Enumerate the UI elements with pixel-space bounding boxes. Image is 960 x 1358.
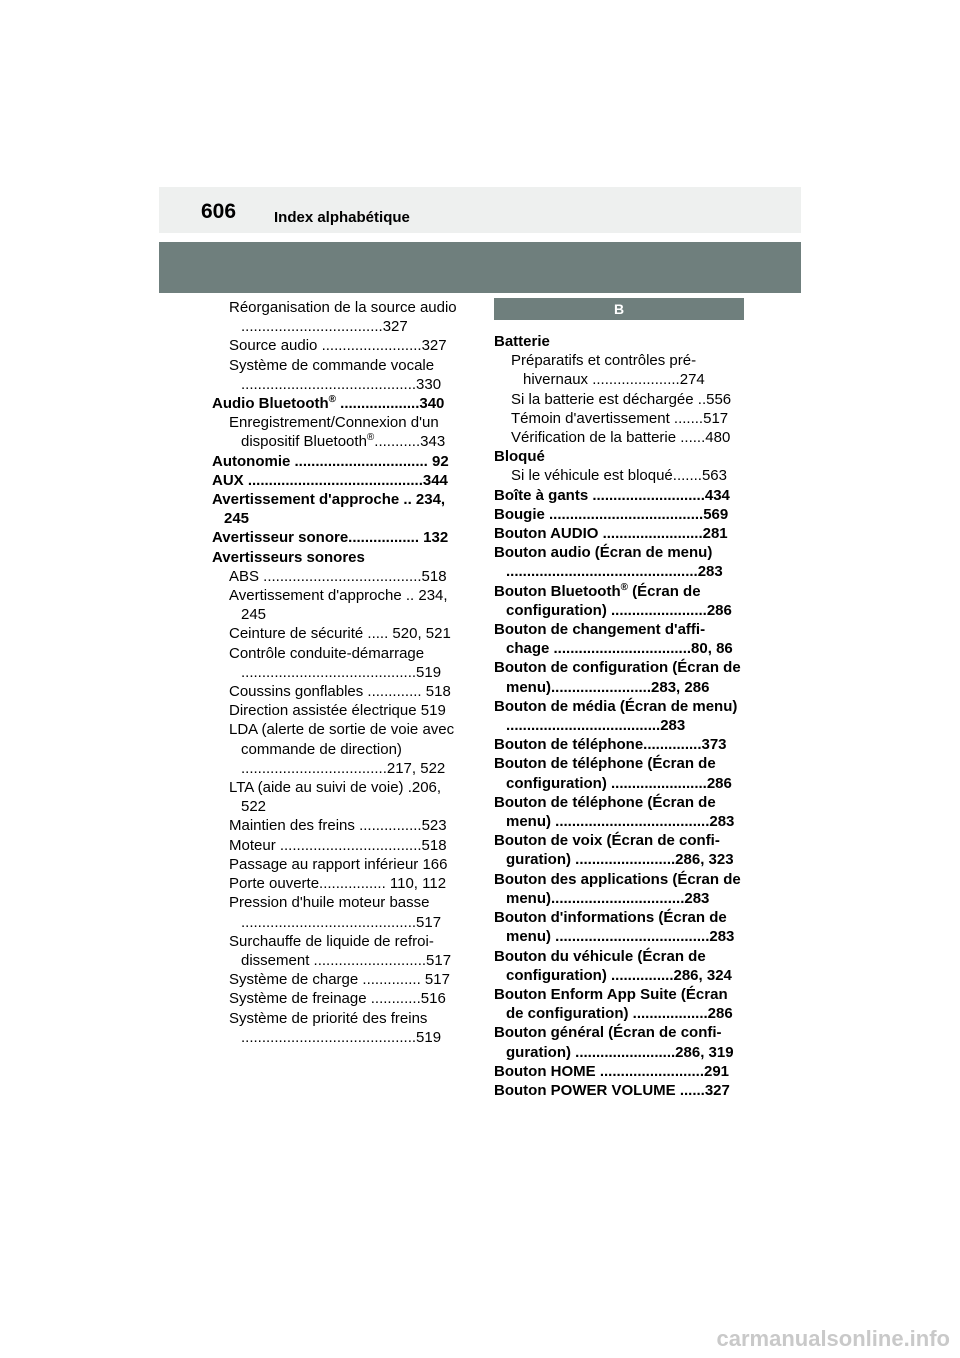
index-entry: Avertissement d'approche .. 234, 245: [212, 491, 446, 528]
index-entry: Système de commande vocale ..........................................330: [229, 356, 442, 393]
index-entry: Bouton de téléphone (Écran de configuration) .......................286: [494, 755, 732, 792]
index-entry: Pression d'huile moteur basse ..........................................517: [229, 894, 442, 931]
index-entry: Bouton audio (Écran de menu) ..............................................283: [494, 544, 723, 581]
index-entry: Contrôle conduite-démarrage ..........................................519: [229, 644, 442, 681]
index-entry: Moteur ..................................518: [229, 836, 447, 854]
index-entry: Enregistrement/Connexion d'un dispositif Bluetooth®...........343: [229, 414, 446, 451]
index-entry: Bouton Enform App Suite (Écran de configuration) ..................286: [494, 985, 733, 1023]
index-entry: Bouton de voix (Écran de confi-guration) ........................286, 323: [494, 832, 734, 869]
index-entry: Bouton Bluetooth® (Écran de configuration) .......................286: [494, 581, 732, 619]
index-entry: Direction assistée électrique 519: [229, 702, 446, 720]
index-entry: Maintien des freins ...............523: [229, 817, 447, 835]
index-entry: Si la batterie est déchargée ..556: [511, 390, 732, 408]
index-entry: Vérification de la batterie ......480: [511, 429, 731, 447]
index-entry: Bouton général (Écran de confi-guration) ........................286, 319: [494, 1024, 734, 1061]
index-entry: Réorganisation de la source audio ..................................327: [229, 299, 457, 336]
index-entry: Bloqué: [494, 448, 545, 466]
index-entry: AUX ..........................................344: [212, 471, 448, 489]
page-number: 606: [201, 200, 237, 223]
index-entry: Audio Bluetooth® ...................340: [212, 394, 445, 413]
index-entry: Porte ouverte................ 110, 112: [229, 875, 447, 893]
index-entry: Si le véhicule est bloqué.......563: [511, 467, 727, 485]
index-entries-b: [494, 332, 744, 1100]
index-entry: Bouton d'informations (Écran de menu) .....................................283: [494, 909, 735, 946]
index-entry: Coussins gonflables ............. 518: [229, 683, 451, 701]
index-entry: LTA (aide au suivi de voie) .206, 522: [229, 779, 442, 816]
index-entry: Bouton du véhicule (Écran de configuration) ...............286, 324: [494, 947, 732, 984]
index-entry: Bougie .....................................569: [494, 505, 729, 523]
index-entry: Bouton des applications (Écran de menu)................................283: [494, 870, 741, 907]
index-entry: Système de freinage ............516: [229, 990, 446, 1008]
index-entry: Préparatifs et contrôles pré-hivernaux .....................274: [511, 352, 705, 389]
index-entry: Bouton de téléphone (Écran de menu) .....................................283: [494, 793, 735, 831]
index-entry: Témoin d'avertissement .......517: [511, 409, 729, 427]
index-entry: Ceinture de sécurité ..... 520, 521: [229, 625, 451, 643]
page-title: Index alphabétique: [274, 209, 410, 226]
index-column-left: [212, 298, 462, 1047]
index-entry: Bouton AUDIO ........................281: [494, 525, 728, 543]
index-entry: Surchauffe de liquide de refroi-dissement ...........................517: [229, 932, 452, 969]
registered-mark: ®: [366, 432, 375, 444]
index-entry: Bouton POWER VOLUME ......327: [494, 1081, 730, 1099]
page-header-bar: [159, 187, 801, 233]
watermark: carmanualsonline.info: [716, 1326, 950, 1351]
index-entry: Bouton HOME .........................291: [494, 1062, 730, 1080]
index-entry: Bouton de téléphone..............373: [494, 736, 727, 754]
index-entry: Autonomie ................................ 92: [212, 452, 449, 470]
index-entry: ABS ......................................518: [229, 567, 447, 585]
index-column-right: [494, 298, 744, 1100]
index-entry: Avertisseurs sonores: [212, 548, 365, 566]
index-entry: Système de priorité des freins ..........................................519: [229, 1009, 442, 1046]
index-entry: Batterie: [494, 333, 550, 350]
letter-heading-b: B: [494, 298, 744, 320]
registered-mark: ®: [620, 581, 629, 593]
index-entry: Source audio ........................327: [229, 337, 447, 355]
index-entry: Bouton de changement d'affi-chage .................................80, 86: [494, 621, 733, 658]
section-band: [159, 242, 801, 293]
index-entry: Avertissement d'approche .. 234, 245: [229, 587, 448, 624]
index-entry: LDA (alerte de sortie de voie avec commande de direction) ...................................217, 522: [229, 721, 455, 777]
index-entry: Boîte à gants ...........................434: [494, 486, 730, 504]
index-entry: Bouton de configuration (Écran de menu)........................283, 286: [494, 659, 741, 696]
registered-mark: ®: [328, 394, 337, 406]
index-entry: Bouton de média (Écran de menu) .....................................283: [494, 697, 738, 735]
index-entry: Passage au rapport inférieur 166: [229, 855, 448, 873]
index-entry: Système de charge .............. 517: [229, 971, 450, 989]
index-entry: Avertisseur sonore................. 132: [212, 529, 449, 547]
